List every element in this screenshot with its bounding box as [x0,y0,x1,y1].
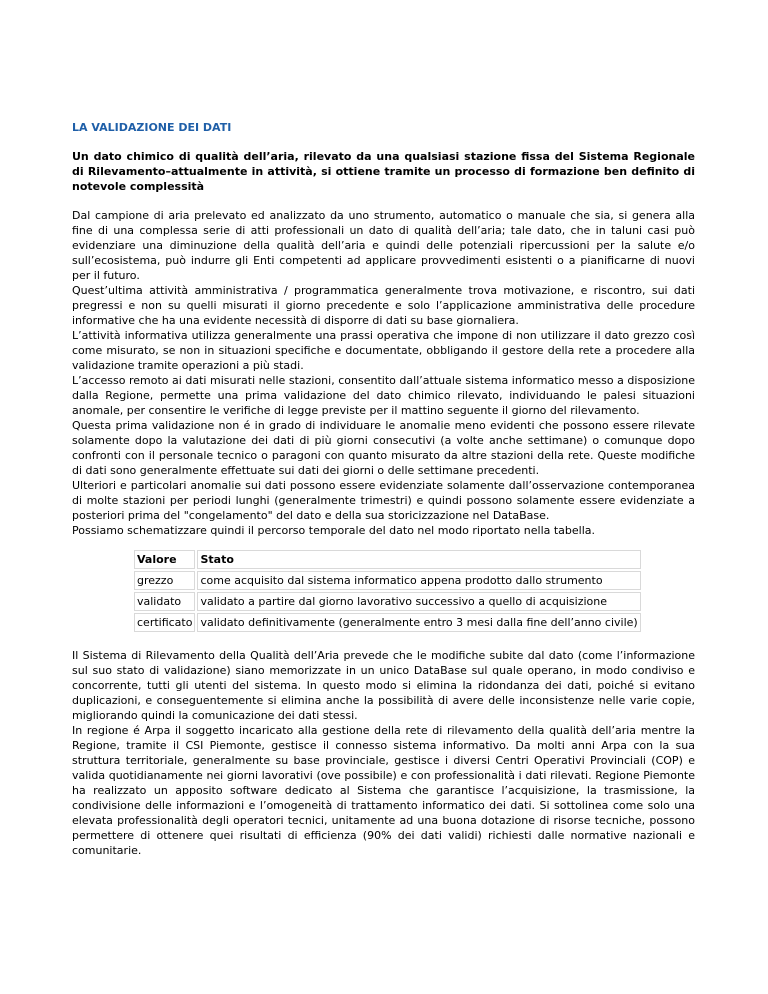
table-header-row [134,550,641,569]
paragraph: In regione é Arpa il soggetto incaricato alla gestione della rete di rilevamento della qualità dell’aria mentre la Regione, tramite il CSI Piemonte, gestisce il connesso sistema informativo. Da molti anni Arpa con la sua struttura territoriale, generalmente su base provinciale, gestisce i diversi Centri Operativi Provinciali (COP) e valida quotidianamente nei giorni lavorativi (ove possibile) e con professionalità i dati rilevati. Regione Piemonte ha realizzato un apposito software dedicato al Sistema che garantisce l’acquisizione, la trasmissione, la condivisione delle informazioni e l’omogeneità di trattamento informatico dei dati. Si sottolinea come solo una elevata professionalità degli operatori tecnici, unitamente ad una buona dotazione di risorse tecniche, possono permettere di ottenere quei risultati di efficienza (90% dei dati validi) richiesti dalle normative nazionali e comunitarie. [72,724,695,857]
status-table [132,548,643,634]
paragraph: Quest’ultima attività amministrativa / programmatica generalmente trova motivazione, e riscontro, sui dati pregressi e non su quelli misurati il giorno precedente e solo l’applicazione amministrativa delle procedure informative che ha una evidente necessità di disporre di dati su base giornaliera. [72,284,695,327]
table-cell-state: validato a partire dal giorno lavorativo successivo a quello di acquisizione [197,592,640,611]
paragraph: L’attività informativa utilizza generalmente una prassi operativa che impone di non utilizzare il dato grezzo così come misurato, se non in situazioni specifiche e documentate, obbligando il gestore della rete a procedere alla validazione tramite operazioni a più stadi. [72,329,695,372]
table-cell-value: grezzo [134,571,195,590]
body-text-after [72,648,695,858]
table-header-cell: Valore [134,550,195,569]
table-row [134,613,641,632]
paragraph: Possiamo schematizzare quindi il percorso temporale del dato nel modo riportato nella tabella. [72,524,596,537]
table-header-cell: Stato [197,550,640,569]
lead-paragraph: Un dato chimico di qualità dell’aria, rilevato da una qualsiasi stazione fissa del Sistema Regionale di Rilevamento–attualmente in attività, si ottiene tramite un processo di formazione ben definito di notevole complessità [72,150,695,193]
table-cell-state: come acquisito dal sistema informatico appena prodotto dallo strumento [197,571,640,590]
section-title: LA VALIDAZIONE DEI DATI [72,121,232,134]
paragraph: Il Sistema di Rilevamento della Qualità dell’Aria prevede che le modifiche subite dal dato (come l’informazione sul suo stato di validazione) siano memorizzate in un unico DataBase sul quale operano, in modo condiviso e concorrente, tutti gli utenti del sistema. In questo modo si elimina la ridondanza dei dati, poiché si evitano duplicazioni, e conseguentemente si elimina anche la possibilità di avere delle inconsistenze nelle varie copie, migliorando quindi la comunicazione dei dati stessi. [72,649,695,722]
table-cell-value: validato [134,592,195,611]
document-page [72,120,695,858]
paragraph: Ulteriori e particolari anomalie sui dati possono essere evidenziate solamente dall’osservazione contemporanea di molte stazioni per periodi lunghi (generalmente trimestri) e quindi possono solamente essere evidenziate a posteriori prima del "congelamento" del dato e della sua storicizzazione nel DataBase. [72,479,695,522]
status-table-wrapper [132,548,695,634]
paragraph: Dal campione di aria prelevato ed analizzato da uno strumento, automatico o manuale che sia, si genera alla fine di una complessa serie di atti professionali un dato di qualità dell’aria; tale dato, che in taluni casi può evidenziare una diminuzione della qualità dell’aria e quindi delle potenziali ripercussioni per la salute e/o sull’ecosistema, può indurre gli Enti competenti ad applicare provvedimenti esistenti o a pianificarne di nuovi per il futuro. [72,209,695,282]
body-text-before [72,208,695,538]
table-cell-state: validato definitivamente (generalmente entro 3 mesi dalla fine dell’anno civile) [197,613,640,632]
paragraph: L’accesso remoto ai dati misurati nelle stazioni, consentito dall’attuale sistema informatico messo a disposizione dalla Regione, permette una prima validazione del dato chimico rilevato, individuando le palesi situazioni anomale, per consentire le verifiche di legge previste per il mattino seguente il giorno del rilevamento. [72,374,695,417]
paragraph: Questa prima validazione non é in grado di individuare le anomalie meno evidenti che possono essere rilevate solamente dopo la valutazione dei dati di più giorni consecutivi (a volte anche settimane) o comunque dopo confronti con il personale tecnico o paragoni con quanto misurato da altre stazioni della rete. Queste modifiche di dati sono generalmente effettuate sui dati dei giorni o delle settimane precedenti. [72,419,695,477]
table-row [134,592,641,611]
table-cell-value: certificato [134,613,195,632]
table-row [134,571,641,590]
